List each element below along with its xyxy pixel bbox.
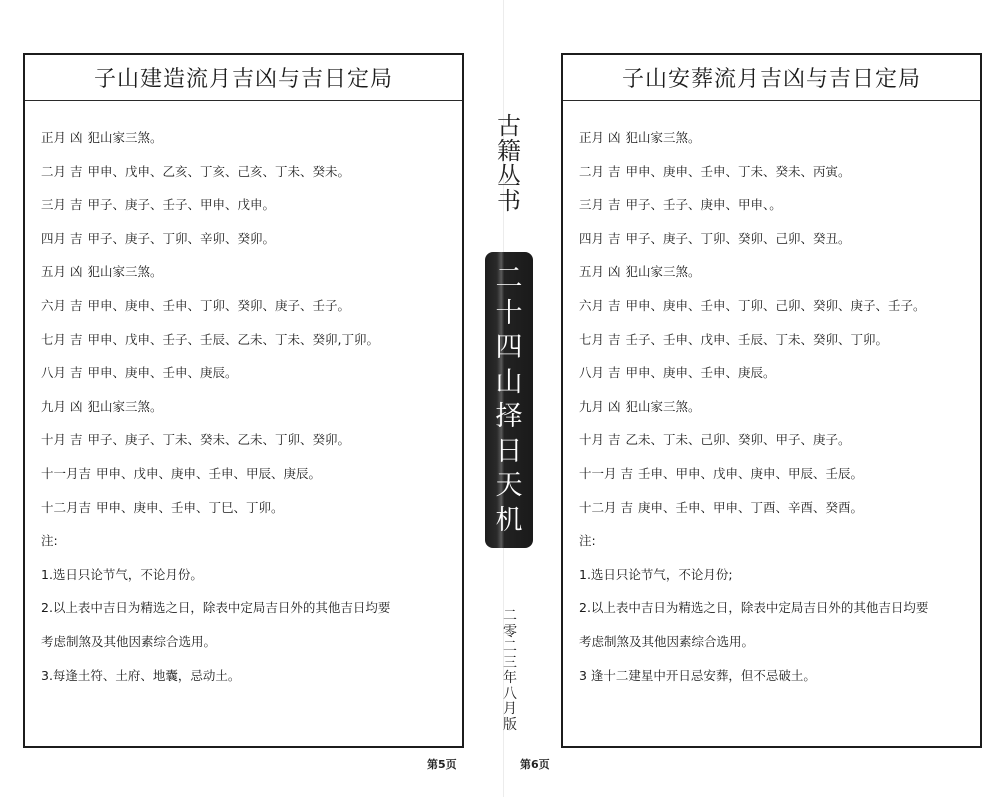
verdict-label: 吉	[70, 297, 83, 313]
auspicious-days: 甲申、戊申、壬子、壬辰、乙未、丁未、癸卯,丁卯。	[87, 331, 380, 347]
book-title-char: 日	[495, 435, 523, 467]
book-title-band	[485, 252, 533, 548]
month-row	[579, 222, 980, 256]
auspicious-days: 甲申、庚申、壬申、丁卯、癸卯、庚子、壬子。	[87, 297, 351, 313]
month-label: 三月	[41, 197, 67, 213]
note-line: 1.选日只论节气，不论月份;	[579, 566, 733, 582]
auspicious-days: 甲子、壬子、庚申、甲申、。	[625, 197, 782, 213]
note-line: 3 逢十二建星中开日忌安葬，但不忌破土。	[579, 667, 816, 683]
book-title-char: 机	[495, 504, 523, 536]
verdict-label: 吉	[608, 297, 621, 313]
note-line: 1.选日只论节气，不论月份。	[41, 566, 203, 582]
month-row	[579, 323, 980, 357]
verdict-label: 凶	[70, 398, 83, 414]
auspicious-days: 甲申、庚申、壬申、庚辰。	[625, 365, 776, 381]
book-title-char: 天	[495, 470, 523, 502]
month-label: 六月	[579, 297, 605, 313]
month-row	[579, 255, 980, 289]
verdict-label: 吉	[70, 365, 83, 381]
auspicious-days: 犯山家三煞。	[625, 130, 701, 145]
right-page-title: 子山安葬流月吉凶与吉日定局	[563, 55, 980, 101]
month-label: 九月	[579, 398, 605, 414]
series-title-char: 古	[497, 112, 521, 140]
month-label: 七月	[41, 331, 67, 347]
month-row	[41, 390, 462, 424]
month-label: 六月	[41, 297, 67, 313]
month-row	[41, 222, 462, 256]
verdict-label: 吉	[70, 432, 83, 448]
month-label: 九月	[41, 398, 67, 414]
month-label: 正月	[41, 130, 67, 145]
edition-char: 年	[503, 670, 517, 686]
edition-char: 零	[503, 623, 517, 640]
auspicious-days: 壬申、甲申、戊申、庚申、甲辰、壬辰。	[638, 465, 864, 481]
month-label: 七月	[579, 331, 605, 347]
month-label: 五月	[579, 264, 605, 280]
month-row	[41, 188, 462, 222]
auspicious-days: 甲申、戊申、庚申、壬申、甲辰、庚辰。	[96, 465, 322, 481]
auspicious-days: 甲申、戊申、乙亥、丁亥、己亥、丁未、癸未。	[87, 163, 351, 179]
right-page-frame	[561, 53, 982, 748]
month-row	[579, 121, 980, 155]
verdict-label: 吉	[608, 230, 621, 246]
month-row	[41, 423, 462, 457]
auspicious-days: 犯山家三煞。	[87, 264, 163, 280]
verdict-label: 吉	[608, 432, 621, 448]
edition-char: 三	[503, 654, 517, 671]
month-row	[579, 390, 980, 424]
month-row	[41, 457, 462, 491]
verdict-label: 吉	[78, 465, 92, 481]
series-title-char: 丛	[497, 162, 521, 190]
month-label: 正月	[579, 130, 605, 145]
auspicious-days: 犯山家三煞。	[87, 398, 163, 414]
series-title	[493, 114, 525, 214]
note-line: 2.以上表中吉日为精选之日，除表中定局吉日外的其他吉日均要	[41, 600, 391, 616]
verdict-label: 凶	[70, 264, 83, 280]
month-label: 八月	[41, 365, 67, 381]
month-label: 十月	[41, 432, 67, 448]
auspicious-days: 甲子、庚子、丁卯、辛卯、癸卯。	[87, 230, 276, 246]
verdict-label: 吉	[70, 163, 83, 179]
month-row	[579, 155, 980, 189]
right-page-number: 第6页	[520, 758, 550, 771]
month-row	[579, 356, 980, 390]
auspicious-days: 甲申、庚申、壬申、丁未、癸未、丙寅。	[625, 163, 851, 179]
verdict-label: 吉	[620, 499, 634, 515]
month-label: 二月	[41, 163, 67, 179]
verdict-label: 凶	[608, 130, 621, 145]
auspicious-days: 甲申、庚申、壬申、丁巳、丁卯。	[96, 499, 284, 515]
edition-char: 八	[503, 685, 517, 702]
verdict-label: 吉	[608, 331, 621, 347]
month-label: 十一月	[41, 465, 79, 481]
verdict-label: 凶	[608, 264, 621, 280]
verdict-label: 吉	[608, 163, 621, 179]
auspicious-days: 犯山家三煞。	[625, 398, 701, 414]
month-row	[41, 289, 462, 323]
verdict-label: 吉	[608, 197, 621, 213]
left-page-title: 子山建造流月吉凶与吉日定局	[25, 55, 462, 101]
month-label: 四月	[41, 230, 67, 246]
auspicious-days: 甲申、庚申、壬申、庚辰。	[87, 365, 238, 381]
month-label: 三月	[579, 197, 605, 213]
auspicious-days: 庚申、壬申、甲申、丁酉、辛酉、癸酉。	[638, 499, 864, 515]
edition-char: 二	[503, 608, 517, 624]
verdict-label: 吉	[70, 230, 83, 246]
note-line: 考虑制煞及其他因素综合选用。	[41, 633, 217, 649]
notes-label: 注:	[579, 533, 596, 549]
note-line: 2.以上表中吉日为精选之日，除表中定局吉日外的其他吉日均要	[579, 600, 929, 616]
left-page-frame	[23, 53, 464, 748]
verdict-label: 凶	[70, 130, 83, 145]
month-row	[41, 155, 462, 189]
month-row	[579, 289, 980, 323]
auspicious-days: 壬子、壬申、戊申、壬辰、丁未、癸卯、丁卯。	[625, 331, 889, 347]
edition-char: 二	[503, 639, 517, 655]
edition-char: 月	[503, 701, 517, 717]
left-page-body	[25, 101, 462, 692]
month-row	[579, 188, 980, 222]
month-label: 十一月	[579, 465, 617, 481]
month-label: 五月	[41, 264, 67, 280]
right-page-body	[563, 101, 980, 692]
verdict-label: 吉	[608, 365, 621, 381]
left-page-number: 第5页	[427, 758, 457, 771]
month-row	[41, 491, 462, 525]
verdict-label: 吉	[620, 465, 634, 481]
month-row	[579, 423, 980, 457]
notes-label: 注:	[41, 533, 58, 549]
auspicious-days: 甲子、庚子、壬子、甲申、戊申。	[87, 197, 276, 213]
verdict-label: 凶	[608, 398, 621, 414]
note-line: 3.每逢土符、土府、地囊，忌动土。	[41, 667, 241, 683]
series-title-char: 籍	[497, 137, 521, 165]
auspicious-days: 犯山家三煞。	[625, 264, 701, 280]
month-row	[41, 323, 462, 357]
book-title-char: 山	[495, 366, 523, 398]
month-row	[41, 121, 462, 155]
month-row	[41, 255, 462, 289]
book-title-char: 四	[495, 332, 523, 364]
month-label: 十月	[579, 432, 605, 448]
auspicious-days: 乙未、丁未、己卯、癸卯、甲子、庚子。	[625, 432, 851, 448]
month-label: 十二月	[579, 499, 617, 515]
auspicious-days: 甲申、庚申、壬申、丁卯、己卯、癸卯、庚子、壬子。	[625, 297, 926, 313]
month-row	[579, 457, 980, 491]
auspicious-days: 甲子、庚子、丁未、癸未、乙未、丁卯、癸卯。	[87, 432, 351, 448]
month-row	[41, 356, 462, 390]
series-title-char: 书	[497, 187, 521, 215]
month-label: 八月	[579, 365, 605, 381]
month-row	[579, 491, 980, 525]
verdict-label: 吉	[78, 499, 92, 515]
edition-char: 版	[503, 716, 517, 733]
auspicious-days: 犯山家三煞。	[87, 130, 163, 145]
auspicious-days: 甲子、庚子、丁卯、癸卯、己卯、癸丑。	[625, 230, 851, 246]
book-title-char: 十	[495, 297, 523, 329]
month-label: 四月	[579, 230, 605, 246]
month-label: 十二月	[41, 499, 79, 515]
book-title-char: 二	[495, 263, 523, 295]
book-title-char: 择	[495, 401, 523, 433]
edition-label	[499, 609, 521, 733]
verdict-label: 吉	[70, 197, 83, 213]
month-label: 二月	[579, 163, 605, 179]
verdict-label: 吉	[70, 331, 83, 347]
note-line: 考虑制煞及其他因素综合选用。	[579, 633, 755, 649]
